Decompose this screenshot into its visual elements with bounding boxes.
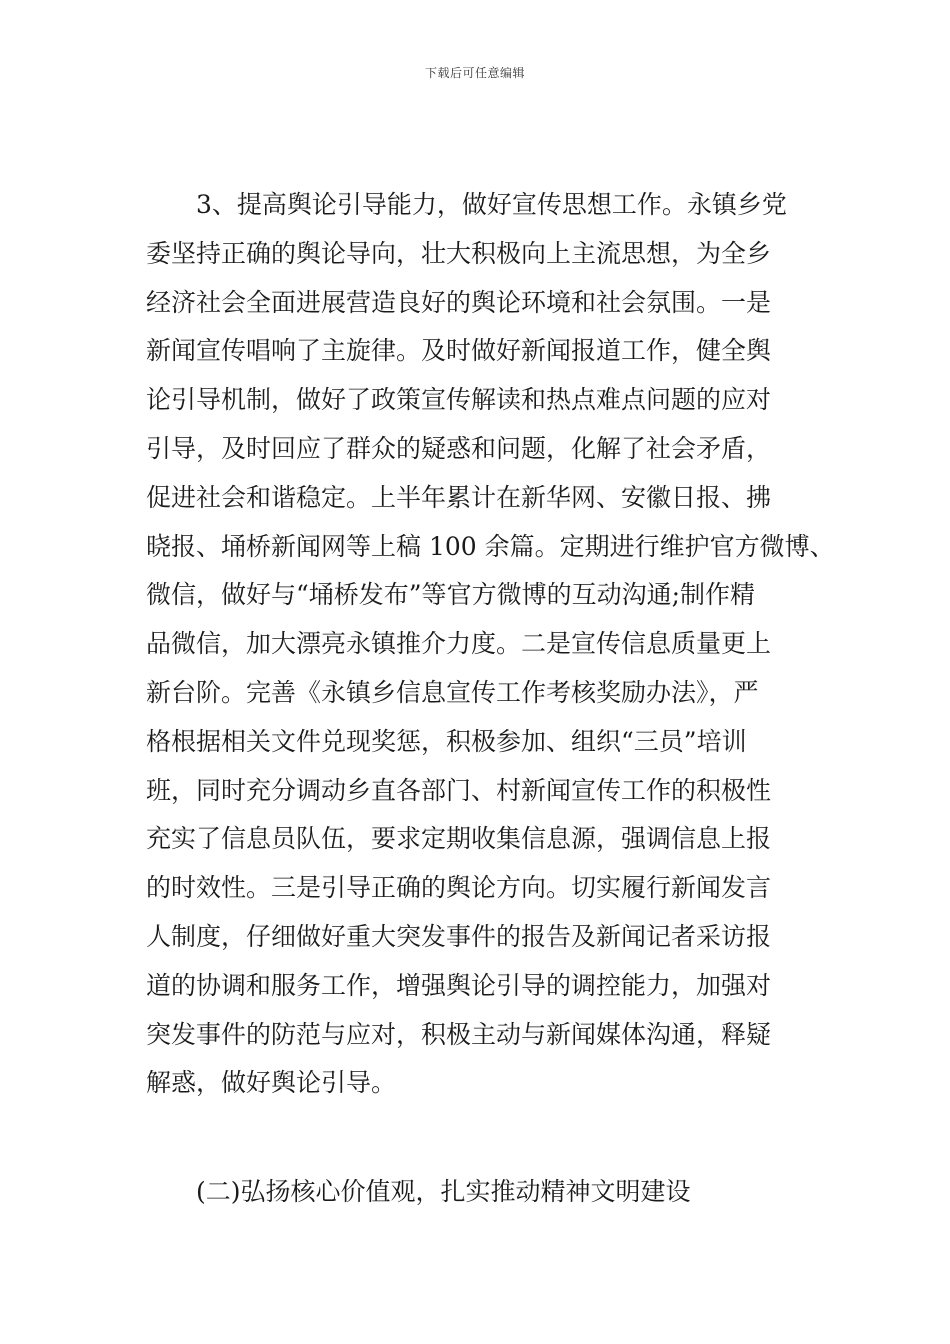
- paragraph-line: 论引导机制，做好了政策宣传解读和热点难点问题的应对: [146, 385, 772, 415]
- page-header: 下载后可任意编辑: [424, 66, 525, 80]
- paragraph-line: 突发事件的防范与应对，积极主动与新闻媒体沟通，释疑: [146, 1019, 772, 1049]
- section-heading: (二)弘扬核心价值观，扎实推动精神文明建设: [196, 1177, 691, 1206]
- paragraph-line: 人制度，仔细做好重大突发事件的报告及新闻记者采访报: [146, 921, 772, 951]
- paragraph-line: 充实了信息员队伍，要求定期收集信息源，强调信息上报: [146, 824, 772, 854]
- body-paragraph: [146, 181, 835, 1108]
- paragraph-line: 引导，及时回应了群众的疑惑和问题，化解了社会矛盾，: [146, 433, 772, 463]
- paragraph-line: 新闻宣传唱响了主旋律。及时做好新闻报道工作，健全舆: [146, 336, 772, 366]
- paragraph-line: 促进社会和谐稳定。上半年累计在新华网、安徽日报、拂: [146, 482, 772, 512]
- paragraph-line: 3、提高舆论引导能力，做好宣传思想工作。永镇乡党: [196, 190, 787, 219]
- paragraph-line: 晓报、埇桥新闻网等上稿 100 余篇。定期进行维护官方微博、: [146, 531, 835, 561]
- paragraph-line: 品微信，加大漂亮永镇推介力度。二是宣传信息质量更上: [146, 629, 772, 659]
- paragraph-line: 格根据相关文件兑现奖惩，积极参加、组织“三员”培训: [146, 726, 747, 756]
- paragraph-line: 经济社会全面进展营造良好的舆论环境和社会氛围。一是: [146, 287, 772, 317]
- paragraph-line: 微信，做好与“埇桥发布”等官方微博的互动沟通;制作精: [146, 580, 755, 610]
- paragraph-line: 新台阶。完善《永镇乡信息宣传工作考核奖励办法》，严: [146, 677, 759, 707]
- paragraph-line: 的时效性。三是引导正确的舆论方向。切实履行新闻发言: [146, 873, 772, 903]
- paragraph-line: 解惑，做好舆论引导。: [146, 1068, 397, 1098]
- paragraph-line: 道的协调和服务工作，增强舆论引导的调控能力，加强对: [146, 970, 772, 1000]
- paragraph-line: 委坚持正确的舆论导向，壮大积极向上主流思想，为全乡: [146, 238, 772, 268]
- paragraph-line: 班，同时充分调动乡直各部门、村新闻宣传工作的积极性: [146, 775, 772, 805]
